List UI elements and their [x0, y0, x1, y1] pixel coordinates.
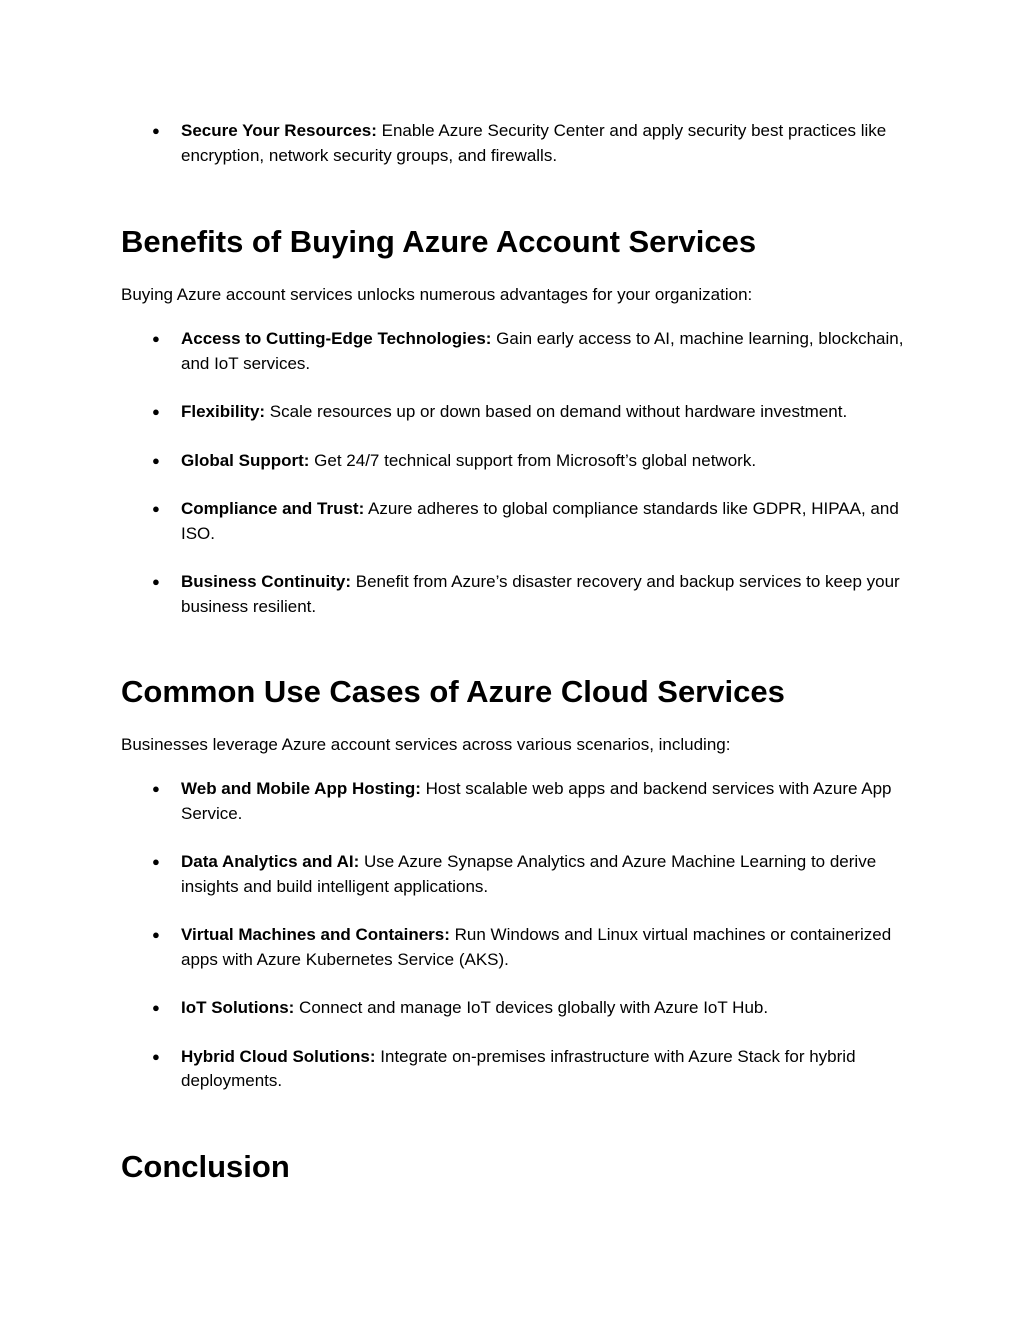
bullet-icon: ● — [152, 1048, 160, 1064]
item-term: Compliance and Trust: — [181, 499, 365, 518]
item-term: Web and Mobile App Hosting: — [181, 779, 421, 798]
benefits-list — [121, 327, 911, 619]
bullet-icon: ● — [152, 123, 160, 138]
list-item — [121, 996, 911, 1021]
item-text: Run Windows and Linux virtual machines or containerized apps with Azure Kubernetes Service (AKS). — [181, 925, 892, 969]
item-text: Azure adheres to global compliance standards like GDPR, HIPAA, and ISO. — [181, 499, 899, 543]
bullet-icon: ● — [152, 854, 160, 869]
conclusion-heading: Conclusion — [121, 1149, 290, 1184]
item-term: IoT Solutions: — [181, 998, 295, 1017]
item-term: Secure Your Resources: — [181, 121, 377, 140]
item-term: Access to Cutting-Edge Technologies: — [181, 329, 492, 348]
bullet-icon: ● — [152, 781, 160, 796]
item-text: Gain early access to AI, machine learning, blockchain, and IoT services. — [181, 329, 904, 373]
bullet-icon: ● — [152, 452, 160, 468]
item-term: Global Support: — [181, 450, 310, 470]
list-item — [121, 570, 911, 619]
bullet-icon: ● — [152, 501, 160, 516]
bullet-icon: ● — [152, 574, 160, 589]
benefits-heading: Benefits of Buying Azure Account Services — [121, 224, 757, 259]
use-cases-heading: Common Use Cases of Azure Cloud Services — [121, 674, 785, 709]
list-item — [121, 1045, 911, 1094]
list-item — [121, 497, 911, 546]
list-item — [121, 777, 911, 826]
item-text: Benefit from Azure’s disaster recovery and backup services to keep your business resilient. — [181, 572, 900, 616]
item-term: Data Analytics and AI: — [181, 852, 360, 871]
item-text: Use Azure Synapse Analytics and Azure Machine Learning to derive insights and build intelligent applications. — [181, 852, 877, 896]
list-item — [121, 327, 911, 376]
bullet-icon: ● — [152, 331, 160, 346]
item-text: Connect and manage IoT devices globally with Azure IoT Hub. — [294, 998, 769, 1017]
item-text: Get 24/7 technical support from Microsoft’s global network. — [309, 450, 757, 470]
item-term: Flexibility: — [181, 402, 266, 421]
item-term: Hybrid Cloud Solutions: — [181, 1046, 376, 1066]
list-item — [121, 119, 911, 168]
use-cases-intro: Businesses leverage Azure account services across various scenarios, including: — [121, 735, 731, 754]
list-item — [121, 449, 911, 474]
list-item — [121, 400, 911, 425]
benefits-intro: Buying Azure account services unlocks numerous advantages for your organization: — [121, 285, 753, 304]
item-text: Scale resources up or down based on demand without hardware investment. — [265, 402, 848, 421]
item-term: Virtual Machines and Containers: — [181, 925, 450, 944]
item-text: Host scalable web apps and backend services with Azure App Service. — [181, 779, 892, 823]
list-item — [121, 850, 911, 899]
use-cases-list — [121, 777, 911, 1094]
security-bullet-list — [121, 119, 911, 168]
item-text: Enable Azure Security Center and apply security best practices like encryption, network security groups, and firewalls. — [181, 121, 887, 165]
bullet-icon: ● — [152, 927, 160, 942]
bullet-icon: ● — [152, 1000, 160, 1015]
item-term: Business Continuity: — [181, 572, 352, 591]
bullet-icon: ● — [152, 404, 160, 419]
list-item — [121, 923, 911, 972]
item-text: Integrate on-premises infrastructure with Azure Stack for hybrid deployments. — [181, 1046, 856, 1090]
